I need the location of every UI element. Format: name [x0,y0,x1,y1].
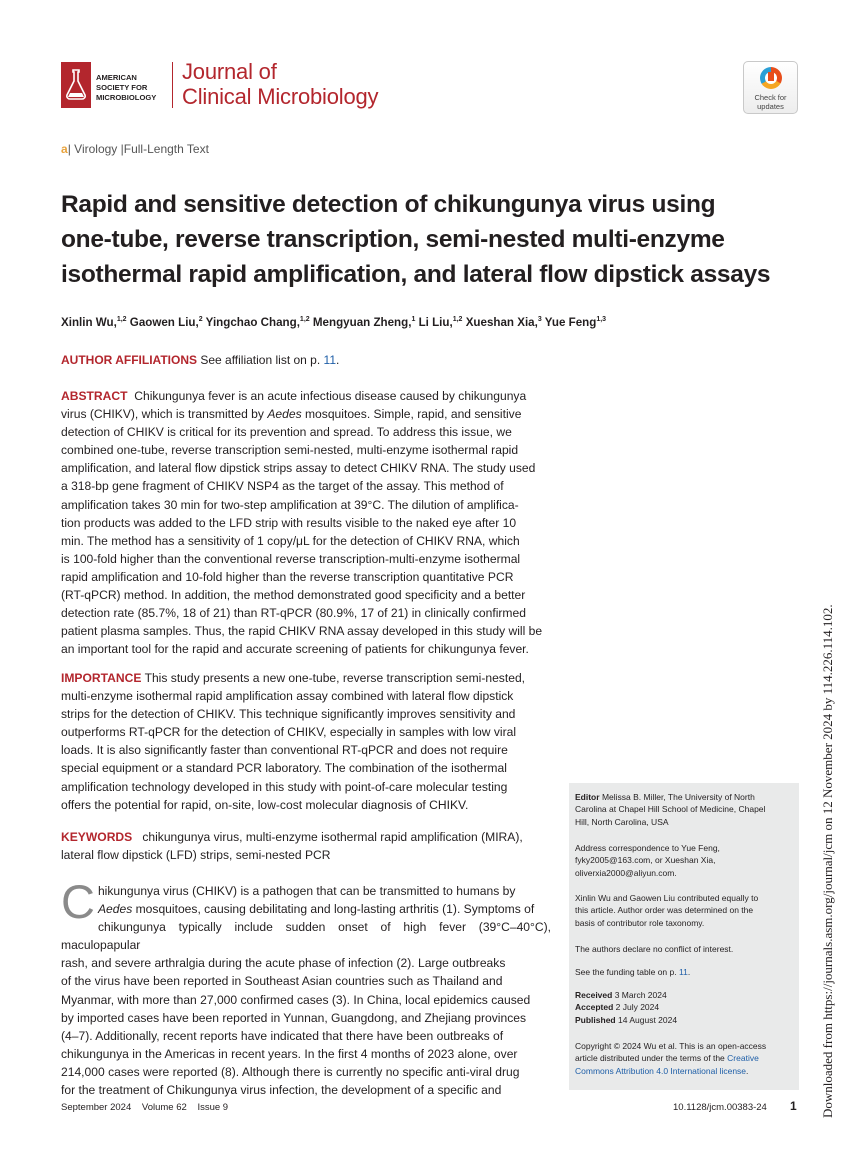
author-affiliations: AUTHOR AFFILIATIONS See affiliation list on p. 11. [61,353,340,367]
contribution-note: Xinlin Wu and Gaowen Liu contributed equally to this article. Author order was determined on the basis of contributor role taxonomy. [575,893,759,928]
check-for-updates-button[interactable] [743,61,798,114]
journal-title[interactable]: Journal of Clinical Microbiology [182,59,379,109]
footer-issue-info: September 2024 Volume 62 Issue 9 [61,1102,229,1113]
download-watermark: Downloaded from https://journals.asm.org/journal/jcm on 12 November 2024 by 114.226.114.102. [820,604,835,1118]
article-info-sidebar [569,783,799,1090]
abstract: ABSTRACT Chikungunya fever is an acute infectious disease caused by chikungunya virus (CHIKV), which is transmitted by Aedes mosquitoes. Simple, rapid, and sensitive detection of CHIKV is critical for its prevention and spread. To address this issue, we combined one-tube, reverse transcription semi-nested, multi-enzyme isothermal rapid amplification, and lateral flow dipstick strips assay to detect CHIKV RNA. The study used a 318-bp gene fragment of CHIKV NSP4 as the target of the assay. This method of amplification takes 30 min for two-step amplification at 39°C. The dilution of amplifica- tion products was added to the LFD strip with results visible to the naked eye after 10 min. The method has a sensitivity of 1 copy/μL for the detection of CHIKV RNA, which is 100-fold higher than the conventional reverse transcription-multi-enzyme isothermal rapid amplification and 10-fold higher than the reverse transcription quantitative PCR (RT-qPCR) method. In addition, the method demonstrated good specificity and a better detection rate (85.7%, 18 of 21) than RT-qPCR (80.9%, 17 of 21) in clinically confirmed patient plasma samples. Thus, the rapid CHIKV RNA assay developed in this study will be an important tool for the rapid and accurate screening of patients for chikungunya fever. [61,389,543,657]
abstract-label: ABSTRACT [61,389,128,403]
body-text: C hikungunya virus (CHIKV) is a pathogen that can be transmitted to humans by Aedes mosquitoes, causing debilitating and long-lasting arthritis (1). Symptoms of chikungunya typically include sudden onset of high fever (39°C–40°C), maculopapular rash, and severe arthralgia during the acute phase of infection (2). Large outbreaks of the virus have been reported in Southeast Asian countries such as Thailand and Myanmar, with more than 27,000 confirmed cases (3). In China, local epidemics caused by imported cases have been reported in Yunnan, Guangdong, and Zhejiang provinces (4–7). Additionally, recent reports have indicated that there have been outbreaks of chikungunya in the Americas in recent years. In the first 4 months of 2023 alone, over 214,000 cases were reported (8). Although there is currently no specific anti-viral drug for the treatment of Chikungunya virus infection, the development of a specific and [61,875,551,1098]
section-line: a| Virology |Full-Length Text [61,142,209,156]
author-name[interactable]: Yingchao Chang, [205,316,300,329]
check-updates-label: Check for updates [754,93,787,111]
copyright-note: Copyright © 2024 Wu et al. This is an open-access article distributed under the terms of the Creative Commons Attribution 4.0 International license. [575,1041,767,1076]
funding-note: See the funding table on p. 11. [575,967,691,977]
license-link-cont[interactable]: Commons Attribution 4.0 International license [575,1065,747,1076]
keywords-label: KEYWORDS [61,830,133,844]
importance: IMPORTANCE This study presents a new one-tube, reverse transcription semi-nested, multi-enzyme isothermal rapid amplification assay combined with lateral flow dipstick strips for the detection of CHIKV. This technique significantly improves sensitivity and outperforms RT-qPCR for the detection of CHIKV, especially in samples with low viral loads. It is also significantly faster than conventional RT-qPCR and does not require special equipment or a standard PCR laboratory. The combination of the isothermal amplification technology developed in this study with point-of-care molecular testing offers the potential for rapid, on-site, low-cost molecular diagnosis of CHIKV. [61,671,526,812]
flask-icon [61,62,91,108]
license-link[interactable]: Creative [727,1053,759,1064]
bookmark-icon [768,72,774,81]
author-name[interactable]: Xueshan Xia, [465,316,538,329]
author-name[interactable]: Gaowen Liu, [129,316,199,329]
article-title: Rapid and sensitive detection of chikungunya virus using one-tube, reverse transcription, semi-nested multi-enzyme isothermal rapid amplification, and lateral flow dipstick assays [61,191,771,288]
article-dates: Received 3 March 2024 Accepted 2 July 2024 Published 14 August 2024 [575,990,678,1025]
keywords: KEYWORDS chikungunya virus, multi-enzyme isothermal rapid amplification (MIRA), lateral flow dipstick (LFD) strips, semi-nested PCR [61,830,523,863]
open-access-icon: a [61,142,68,156]
editor-info: Editor Melissa B. Miller, The University of North Carolina at Chapel Hill School of Medicine, Chapel Hill, North Carolina, USA [575,792,766,827]
author-name[interactable]: Mengyuan Zheng, [312,316,412,329]
author-name[interactable]: Xinlin Wu, [61,316,117,329]
correspondence-info[interactable]: Address correspondence to Yue Feng, fyky2005@163.com, or Xueshan Xia, oliverxia2000@aliyun.com. [575,843,720,878]
drop-cap: C [61,875,95,928]
author-name[interactable]: Li Liu, [418,316,453,329]
page-number: 1 [790,1099,797,1113]
header-divider [172,62,173,108]
footer-doi[interactable]: 10.1128/jcm.00383-24 [673,1102,767,1113]
author-list: Xinlin Wu,$^{1,2}$ Gaowen Liu,$^2$ Yingchao Chang,$^{1,2}$ Mengyuan Zheng,$^1$ Li Liu,$^{1,2}$ Xueshan Xia,$^3$ Yue Feng$^{1,3}$ [61,316,607,329]
importance-label: IMPORTANCE [61,671,142,685]
funding-page-link[interactable]: 11 [679,967,688,977]
affiliations-label[interactable]: AUTHOR AFFILIATIONS [61,353,197,367]
conflict-statement: The authors declare no conflict of interest. [575,944,734,954]
author-name[interactable]: Yue Feng [544,316,597,329]
asm-logo [61,62,91,108]
section-name[interactable]: Virology [74,142,118,156]
article-type: Full-Length Text [123,142,209,156]
society-name: AMERICAN SOCIETY FOR MICROBIOLOGY [96,73,157,102]
affiliations-page-link[interactable]: 11 [323,353,336,367]
